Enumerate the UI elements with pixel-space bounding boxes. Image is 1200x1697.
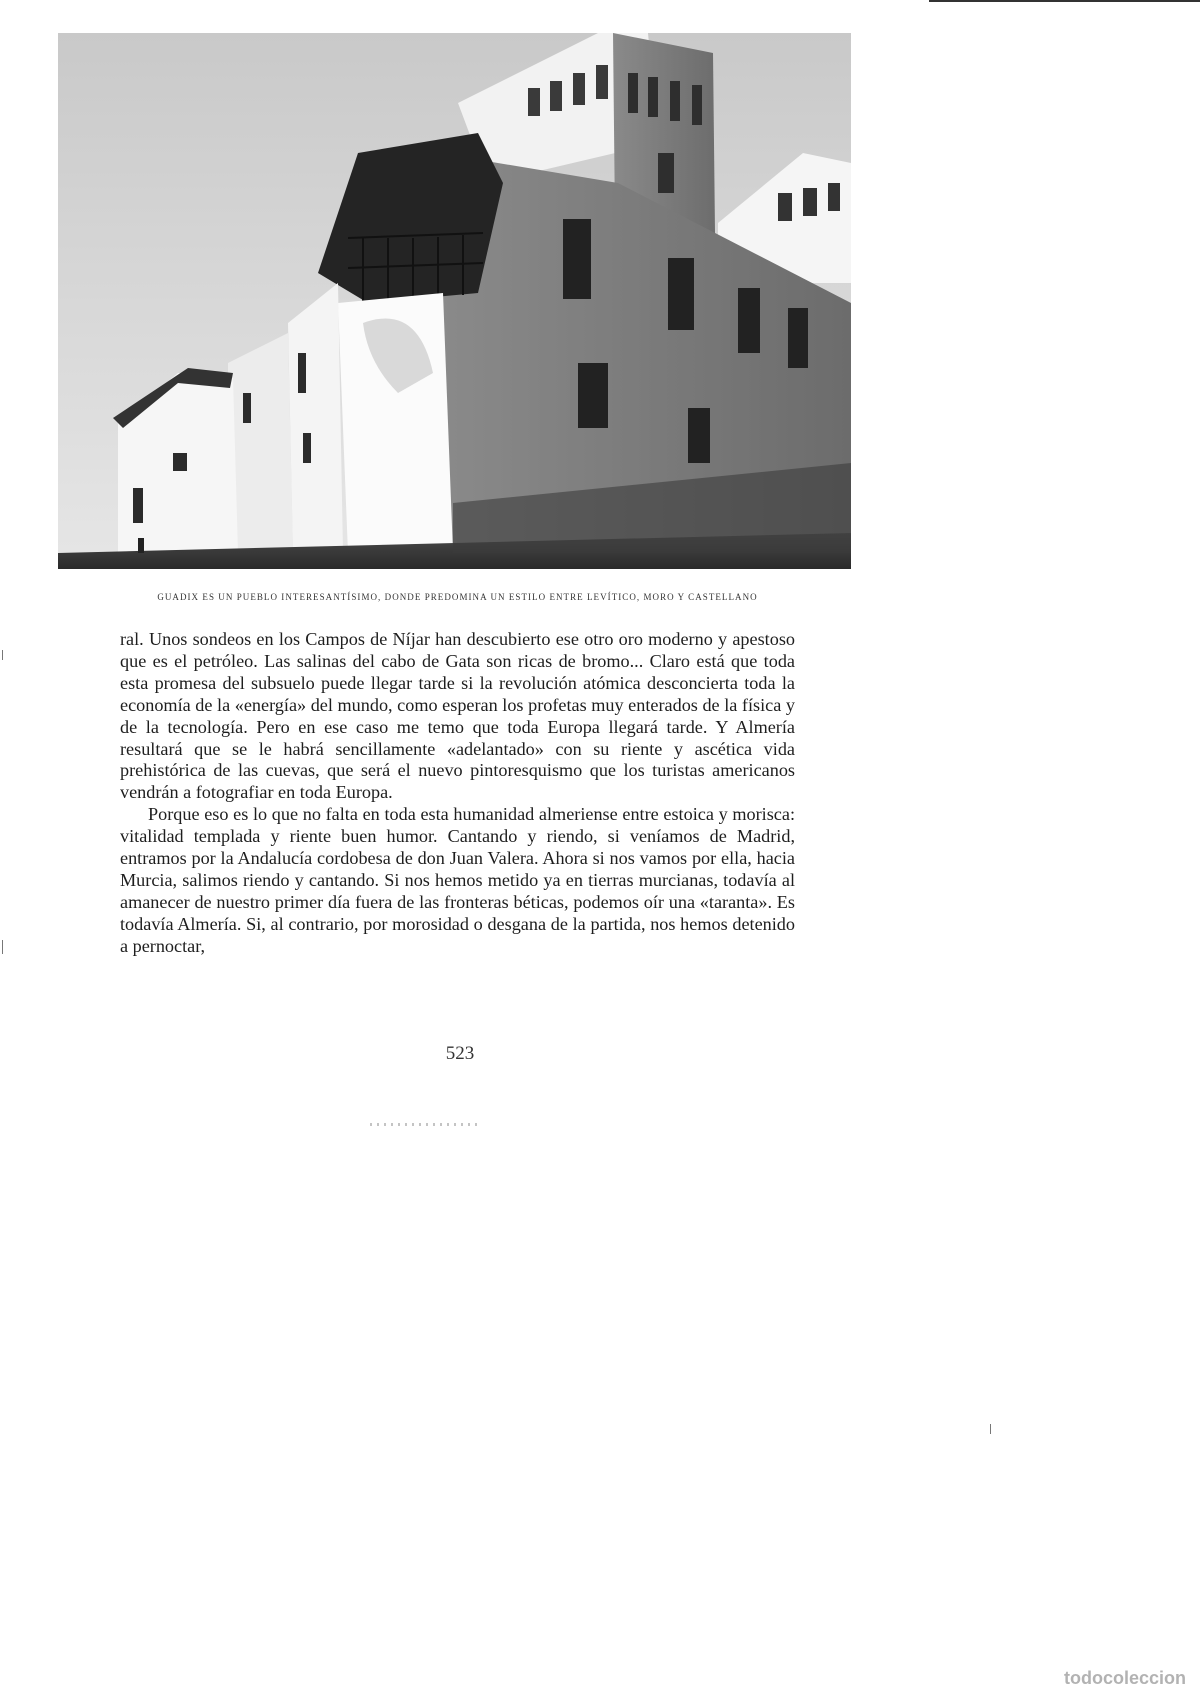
building-photo <box>58 33 851 569</box>
article-body <box>120 629 795 958</box>
page-number: 523 <box>445 1043 475 1064</box>
paragraph-2: Porque eso es lo que no falta en toda esta humanidad almeriense entre estoica y morisca: vitalidad templada y riente buen humor. Cantando y riendo, si veníamos de Madrid, entramos por la Andalucía cordobesa de don Juan Valera. Ahora si nos vamos por ella, hacia Murcia, salimos riendo y cantando. Si nos hemos metido ya en tierras murcianas, todavía al amanecer de nuestro primer día fuera de las fronteras béticas, podemos oír una «taranta». Es todavía Almería. Si, al contrario, por morosidad o desgana de la partida, nos hemos detenido a pernoctar, <box>120 804 795 956</box>
margin-mark <box>2 650 3 660</box>
watermark-logo: todocoleccion <box>1063 1668 1186 1688</box>
top-edge-rule <box>929 0 1200 2</box>
margin-mark <box>990 1424 991 1434</box>
building-photo-icon <box>58 33 851 569</box>
scan-specks <box>370 1123 480 1126</box>
margin-mark <box>2 940 3 954</box>
photo-caption: GUADIX ES UN PUEBLO INTERESANTÍSIMO, DONDE PREDOMINA UN ESTILO ENTRE LEVÍTICO, MORO Y CASTELLANO <box>157 592 758 602</box>
paragraph-1: ral. Unos sondeos en los Campos de Níjar han descubierto ese otro oro moderno y apestoso que es el petróleo. Las salinas del cabo de Gata son ricas de bromo... Claro está que toda esta promesa del subsuelo puede llegar tarde si la revolución atómica desconcierta toda la economía de la «energía» del mundo, como esperan los profetas muy enterados de la física y de la tecnología. Pero en ese caso me temo que toda Europa llegará tarde. Y Almería resultará que se le habrá sencillamente «adelantado» con su riente y ascética vida prehistórica de las cuevas, que será el nuevo pintoresquismo que los turistas americanos vendrán a fotografiar en toda Europa. <box>120 629 795 803</box>
